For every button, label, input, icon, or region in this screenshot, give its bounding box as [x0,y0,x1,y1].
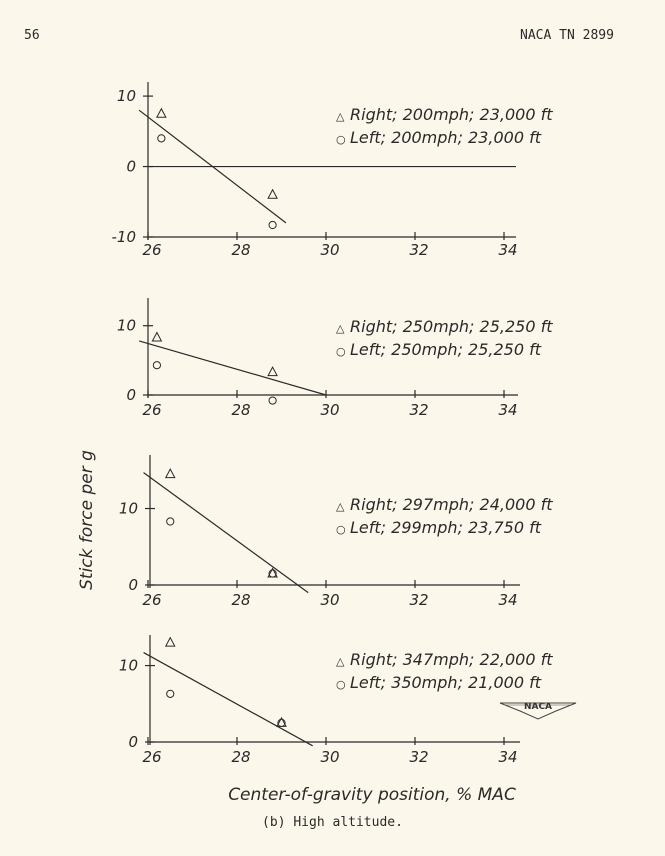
fit-line [144,653,313,746]
y-tick-label: 10 [116,316,136,335]
y-tick-label: 0 [128,576,138,594]
fit-line [144,473,309,593]
legend-entry: Left; 250mph; 25,250 ft [350,340,542,359]
x-tick-label: 28 [231,401,251,419]
y-tick-label: 0 [126,157,136,176]
triangle-marker [268,190,277,199]
circle-legend-symbol: ○ [336,345,346,358]
triangle-legend-symbol: △ [336,110,345,123]
triangle-legend-symbol: △ [336,322,345,335]
circle-marker [167,690,174,697]
chart-panel-1 [112,82,554,259]
x-tick-label: 26 [142,748,162,766]
y-tick-label: 0 [128,733,138,751]
circle-marker [153,362,160,369]
triangle-marker [152,332,161,341]
circle-marker [167,518,174,525]
triangle-legend-symbol: △ [336,655,345,668]
chart-panels [112,82,554,766]
chart-panel-4 [119,635,553,766]
x-tick-label: 30 [320,401,340,419]
y-axis-label: Stick force per g [77,450,97,590]
x-tick-label: 32 [409,748,429,766]
triangle-legend-symbol: △ [336,500,345,513]
chart-panel-3 [119,455,553,609]
circle-legend-symbol: ○ [336,678,346,691]
y-tick-label: 0 [126,386,136,404]
x-tick-label: 30 [320,748,340,766]
triangle-marker [157,109,166,118]
x-tick-label: 34 [498,241,518,259]
circle-legend-symbol: ○ [336,523,346,536]
legend-entry: Left; 299mph; 23,750 ft [350,518,542,537]
x-tick-label: 28 [231,241,251,259]
triangle-marker [166,638,175,647]
chart-panel-2 [117,298,553,419]
circle-marker [269,221,276,228]
x-axis-label: Center-of-gravity position, % MAC [228,785,516,805]
x-tick-label: 30 [320,591,340,609]
fit-line [139,341,326,395]
x-tick-label: 32 [409,401,429,419]
y-tick-label: 10 [118,499,138,518]
legend-entry: Right; 347mph; 22,000 ft [350,650,553,669]
triangle-marker [166,469,175,478]
naca-logo-text: NACA [523,702,553,712]
circle-marker [158,135,165,142]
legend-entry: Right; 200mph; 23,000 ft [350,105,553,124]
report-id: NACA TN 2899 [520,28,614,43]
x-tick-label: 28 [231,748,251,766]
y-tick-label: 10 [118,656,138,675]
legend-entry: Right; 250mph; 25,250 ft [350,317,553,336]
x-tick-label: 34 [498,748,518,766]
circle-marker [269,397,276,404]
naca-logo [498,699,578,723]
y-tick-label: 10 [116,87,136,106]
x-tick-label: 34 [498,591,518,609]
legend-entry: Left; 200mph; 23,000 ft [350,128,542,147]
x-tick-label: 30 [320,241,340,259]
circle-legend-symbol: ○ [336,133,346,146]
legend-entry: Left; 350mph; 21,000 ft [350,673,542,692]
x-tick-label: 28 [231,591,251,609]
legend-entry: Right; 297mph; 24,000 ft [350,495,553,514]
x-tick-label: 26 [142,241,162,259]
triangle-marker [268,367,277,376]
x-tick-label: 34 [498,401,518,419]
y-tick-label: -10 [111,228,136,246]
figure-caption: (b) High altitude. [262,815,403,830]
x-tick-label: 32 [409,241,429,259]
x-tick-label: 26 [142,591,162,609]
x-tick-label: 26 [142,401,162,419]
page-number: 56 [24,28,40,43]
x-tick-label: 32 [409,591,429,609]
